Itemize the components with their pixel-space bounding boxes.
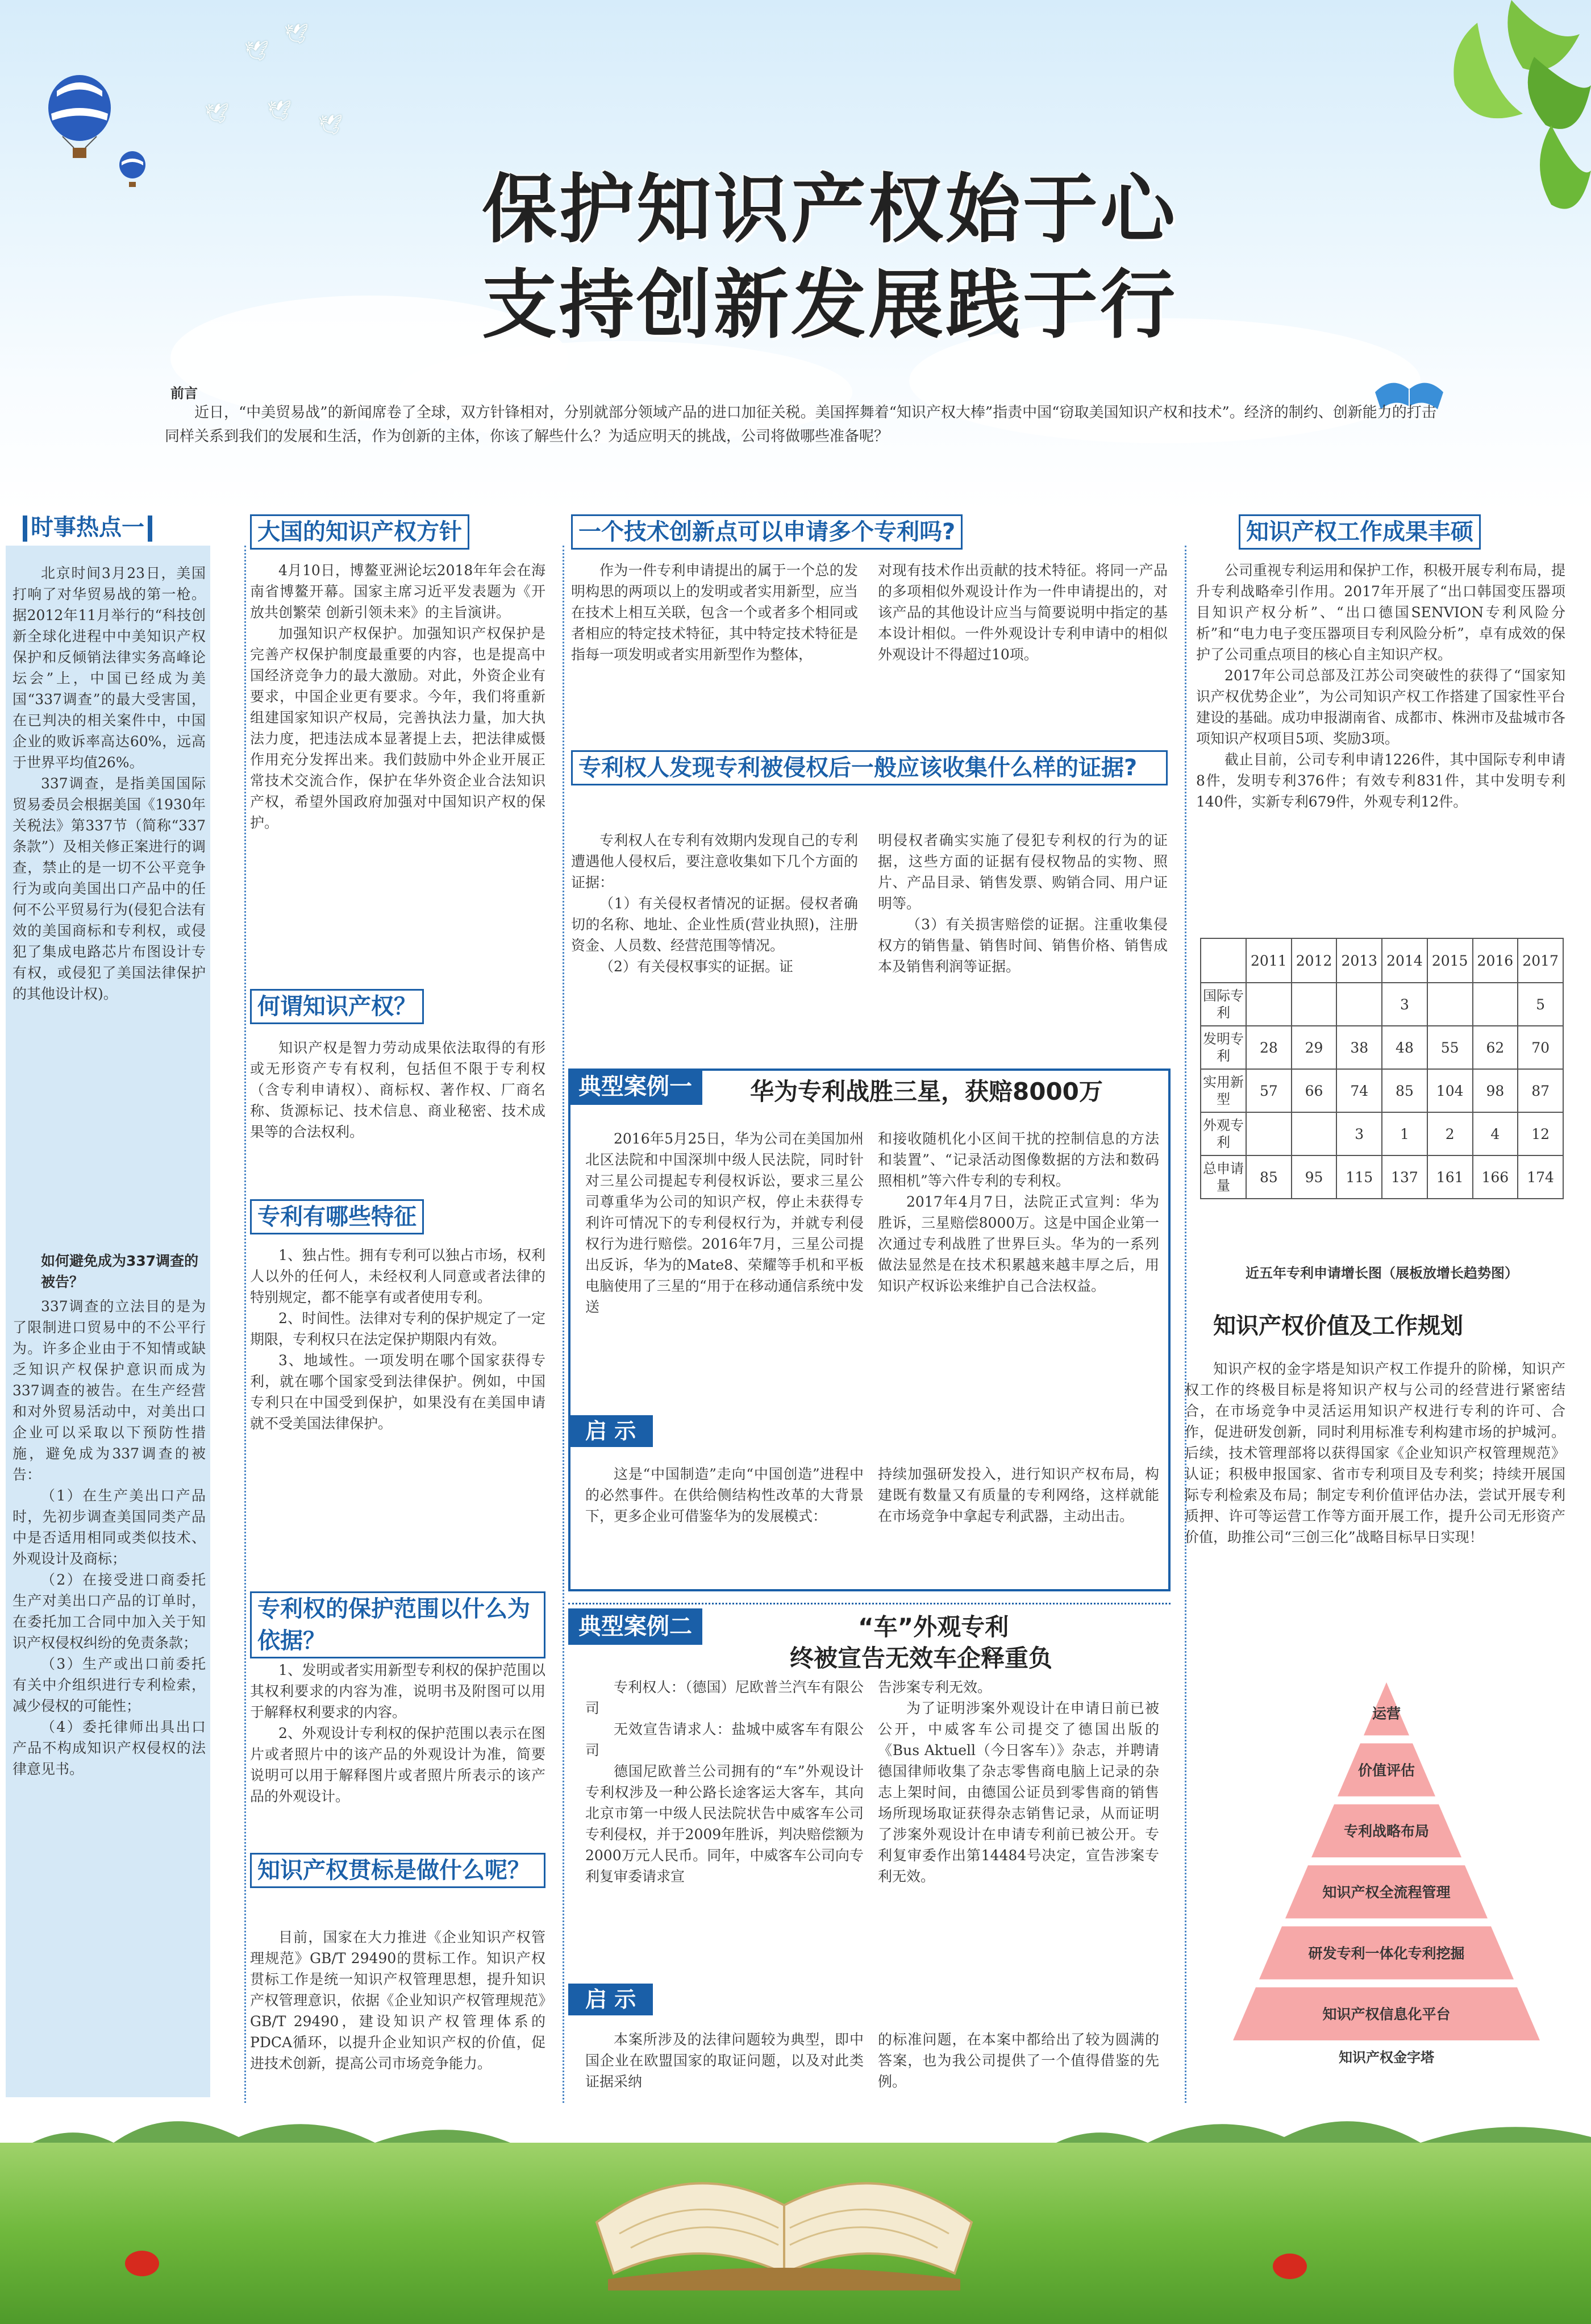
col3-heading-2: 专利权人发现专利被侵权后一般应该收集什么样的证据? <box>571 750 1168 785</box>
table-cell: 95 <box>1292 1155 1337 1199</box>
col4-text-2: 知识产权的金字塔是知识产权工作提升的阶梯，知识产权工作的终极目标是将知识产权与公司的经营进行紧密结合，在市场竞争中灵活运用知识产权进行专利的许可、合作，促进研发创新，同时利用标准专利构建市场的护城河。后续，技术管理部将以获得国家《企业知识产权管理规范》认证；积极申报国家、省市专利项目及专利奖；持续开展国际专利检索及布局；制定专利价值评估办法，尝试开展专利质押、许可等运营工作等方面开展工作，提升公司无形资产价值，助推公司“三创三化”战略目标早日实现！ <box>1185 1361 1565 1545</box>
case-1-text-right: 和接收随机化小区间干扰的控制信息的方法和装置”、“记录活动图像数据的方法和数码照相机”等六件专利的专利权。 2017年4月7日，法院正式宣判：华为胜诉，三星赔偿8000万。这是中国企业第一次通过专利战胜了世界巨头。华为的一系列做法显然是在技术积累越来越丰厚之后，用知识产权诉讼来维护自己合法权益。 <box>878 1130 1159 1294</box>
table-row <box>1201 1112 1563 1155</box>
table-row <box>1201 983 1563 1026</box>
table-cell: 12 <box>1518 1112 1563 1155</box>
year-header: 2013 <box>1336 938 1382 983</box>
table-cell <box>1246 1112 1292 1155</box>
col3-text-2-right: 明侵权者确实实施了侵犯专利权的行为的证据，这些方面的证据有侵权物品的实物、照片、产品目录、销售发票、购销合同、用户证明等。 （3）有关损害赔偿的证据。注重收集侵权方的销售量、销售时间、销售价格、销售成本及销售利润等证据。 <box>878 832 1168 975</box>
table-cell: 28 <box>1246 1026 1292 1069</box>
case-2-hint-right: 的标准问题，在本案中都给出了较为圆满的答案，也为我公司提供了一个值得借鉴的先例。 <box>878 2031 1159 2090</box>
pyramid-level-label: 研发专利一体化专利挖掘 <box>1308 1945 1465 1962</box>
col2-heading-2: 何谓知识产权？ <box>250 989 424 1024</box>
col4-heading-1: 知识产权工作成果丰硕 <box>1239 514 1481 550</box>
col1-subhead: 如何避免成为337调查的被告？ <box>41 1253 199 1290</box>
table-cell: 1 <box>1382 1112 1427 1155</box>
ladybug-icon <box>1273 2254 1307 2279</box>
ip-pyramid <box>1233 1682 1540 2040</box>
case-1-title: 华为专利战胜三星，获赔8000万 <box>750 1078 1103 1105</box>
table-cell: 98 <box>1473 1069 1518 1112</box>
table-cell: 5 <box>1518 983 1563 1026</box>
small-balloon-icon <box>118 151 147 190</box>
row-label: 总申请量 <box>1201 1155 1246 1199</box>
col3-text-1-left: 作为一件专利申请提出的属于一个总的发明构思的两项以上的发明或者实用新型，应当在技术上相互关联，包含一个或者多个相同或者相应的特定技术特征，其中特定技术特征是指每一项发明或者实用新型作为整体， <box>571 562 858 663</box>
title-line-2: 支持创新发展践于行 <box>482 261 1177 349</box>
col2-heading-4: 专利权的保护范围以什么为依据？ <box>250 1591 545 1658</box>
column-separator <box>563 546 564 2103</box>
bird-icon: 🕊 <box>284 23 309 45</box>
pyramid-level-label: 专利战略布局 <box>1343 1823 1430 1840</box>
table-cell: 70 <box>1518 1026 1563 1069</box>
table-cell: 85 <box>1246 1155 1292 1199</box>
col2-heading-3: 专利有哪些特征 <box>250 1199 424 1234</box>
case-1-hint-left: 这是“中国制造”走向“中国创造”进程中的必然事件。在供给侧结构性改革的大背景下，更多企业可借鉴华为的发展模式： <box>585 1466 864 1524</box>
year-header: 2015 <box>1427 938 1473 983</box>
case-1-hint-label: 启 示 <box>568 1415 653 1447</box>
case-2-text-right: 告涉案专利无效。 为了证明涉案外观设计在申请日前已被公开，中威客车公司提交了德国出版的《Bus Aktuell（今日客车）》杂志，并聘请德国律师收集了杂志零售商电脑上记录的杂志上架时间，由德国公证员到零售商的销售场所现场取证获得杂志销售记录，从而证明了涉案外观设计在申请专利前已被公开。专利复审委作出第14484号决定，宣告涉案专利无效。 <box>878 1679 1159 1885</box>
table-cell: 115 <box>1336 1155 1382 1199</box>
row-label: 实用新型 <box>1201 1069 1246 1112</box>
case-1-text-left: 2016年5月25日，华为公司在美国加州北区法院和中国深圳中级人民法院，同时针对三星公司提起专利侵权诉讼，要求三星公司尊重华为公司的知识产权，停止未获得专利许可情况下的专利侵权行为，并就专利侵权行为进行赔偿。2016年7月，三星公司提出反诉，华为的Mate8、荣耀等手机和平板电脑使用了三星的“用于在移动通信系统中发送 <box>585 1130 864 1315</box>
row-label: 外观专利 <box>1201 1112 1246 1155</box>
table-cell: 166 <box>1473 1155 1518 1199</box>
table-cell: 38 <box>1336 1026 1382 1069</box>
row-label: 国际专利 <box>1201 983 1246 1026</box>
table-row <box>1201 1026 1563 1069</box>
case-1-hint-right: 持续加强研发投入，进行知识产权布局，构建既有数量又有质量的专利网络，这样就能在市场竞争中拿起专利武器，主动出击。 <box>878 1466 1159 1524</box>
green-leaves-icon <box>1409 0 1591 227</box>
preface-label: 前言 <box>170 385 198 401</box>
case-1-label: 典型案例一 <box>568 1069 702 1105</box>
table-cell: 4 <box>1473 1112 1518 1155</box>
col1-text-2: 337调查的立法目的是为了限制进口贸易中的不公平行为。许多企业由于不知情或缺乏知识产权保护意识而成为337调查的被告。在生产经营和对外贸易活动中，对美出口企业可以采取以下预防性措施，避免成为337调查的被告： （1）在生产美出口产品时，先初步调查美国同类产品中是否适用相同或类似技术、外观设计及商标； （2）在接受进口商委托生产对美出口产品的订单时，在委托加工合同中加入关于知识产权侵权纠纷的免责条款； （3）生产或出口前委托有关中介组织进行专利检索，减少侵权的可能性； （4）委托律师出具出口产品不构成知识产权侵权的法律意见书。 <box>13 1298 206 1777</box>
pyramid-level-label: 价值评估 <box>1357 1762 1415 1779</box>
case-2-text-left: 专利权人：（德国）尼欧普兰汽车有限公司 无效宣告请求人：盐城中威客车有限公司 德国尼欧普兰公司拥有的“车”外观设计专利权涉及一种公路长途客运大客车，其向北京市第一中级人民法院状告中威客车公司专利侵权，并于2009年胜诉，判决赔偿额为2000万元人民币。同年，中威客车公司向专利复审委请求宣 <box>585 1679 864 1885</box>
table-cell: 104 <box>1427 1069 1473 1112</box>
table-cell: 55 <box>1427 1026 1473 1069</box>
table-cell <box>1473 983 1518 1026</box>
table-cell: 161 <box>1427 1155 1473 1199</box>
preface-text: 近日，“中美贸易战”的新闻席卷了全球，双方针锋相对，分别就部分领域产品的进口加征关税。美国挥舞着“知识产权大棒”指责中国“窃取美国知识产权和技术”。经济的制约、创新能力的打击同样关系到我们的发展和生活，作为创新的主体，你该了解些什么？为适应明天的挑战，公司将做哪些准备呢？ <box>165 404 1436 445</box>
col2-text-1: 4月10日，博鳌亚洲论坛2018年年会在海南省博鳌开幕。国家主席习近平发表题为《开放共创繁荣 创新引领未来》的主旨演讲。 加强知识产权保护。加强知识产权保护是完善产权保护制度最重要的内容，也是提高中国经济竞争力的最大激励。对此，外资企业有要求，中国企业更有要求。今年，我们将重新组建国家知识产权局，完善执法力量，加大执法力度，把违法成本显著提上去，把法律威慑作用充分发挥出来。我们鼓励中外企业开展正常技术交流合作，保护在华外资企业合法知识产权，希望外国政府加强对中国知识产权的保护。 <box>250 562 545 831</box>
column-separator <box>244 546 246 2103</box>
table-cell: 2 <box>1427 1112 1473 1155</box>
table-cell: 57 <box>1246 1069 1292 1112</box>
table-cell: 174 <box>1518 1155 1563 1199</box>
page-title <box>432 162 1227 353</box>
table-caption: 近五年专利申请增长图（展板放增长趋势图） <box>1246 1265 1518 1281</box>
table-cell: 62 <box>1473 1026 1518 1069</box>
table-cell: 87 <box>1518 1069 1563 1112</box>
table-cell: 3 <box>1382 983 1427 1026</box>
year-header: 2012 <box>1292 938 1337 983</box>
case-2-title-line-2: 终被宣告无效车企释重负 <box>790 1644 1053 1672</box>
hot-air-balloon-icon <box>45 74 114 165</box>
table-header-row <box>1201 938 1563 983</box>
pyramid-caption: 知识产权金字塔 <box>1339 2049 1434 2065</box>
year-header: 2011 <box>1246 938 1292 983</box>
col3-text-1-right: 对现有技术作出贡献的技术特征。将同一产品的多项相似外观设计作为一件申请提出的，对该产品的其他设计应当与简要说明中指定的基本设计相似。一件外观设计专利申请中的相似外观设计不得超过10项。 <box>878 562 1168 663</box>
table-cell: 48 <box>1382 1026 1427 1069</box>
col2-text-3: 1、独占性。拥有专利可以独占市场，权利人以外的任何人，未经权利人同意或者法律的特别规定，都不能享有或者使用专利。 2、时间性。法律对专利的保护规定了一定期限，专利权只在法定保护期限内有效。 3、地域性。一项发明在哪个国家获得专利，就在哪个国家受到法律保护。例如，中国专利只在中国受到保护，如果没有在美国申请就不受美国法律保护。 <box>250 1247 545 1432</box>
table-cell <box>1292 983 1337 1026</box>
bird-icon: 🕊 <box>318 114 343 136</box>
year-header: 2014 <box>1382 938 1427 983</box>
col1-heading: 时事热点一 <box>23 512 156 543</box>
bird-icon: 🕊 <box>244 40 269 63</box>
table-cell: 137 <box>1382 1155 1427 1199</box>
col4-heading-2: 知识产权价值及工作规划 <box>1213 1313 1463 1339</box>
year-header: 2017 <box>1518 938 1563 983</box>
pyramid-level-label: 知识产权全流程管理 <box>1322 1884 1451 1901</box>
column-separator <box>1185 546 1186 2103</box>
col3-text-2-left: 专利权人在专利有效期内发现自己的专利遭遇他人侵权后，要注意收集如下几个方面的证据： （1）有关侵权者情况的证据。侵权者确切的名称、地址、企业性质(营业执照)，注册资金、人员数、经营范围等情况。 （2）有关侵权事实的证据。证 <box>571 832 858 975</box>
case-2-title-line-1: “车”外观专利 <box>858 1613 1009 1641</box>
table-row <box>1201 1155 1563 1199</box>
ladybug-icon <box>125 2251 159 2276</box>
case-2-hint-left: 本案所涉及的法律问题较为典型，即中国企业在欧盟国家的取证问题，以及对此类证据采纳 <box>585 2031 864 2090</box>
case-2-hint-label: 启 示 <box>568 1984 653 2015</box>
col4-text-1: 公司重视专利运用和保护工作，积极开展专利布局，提升专利战略牵引作用。2017年开展了“出口韩国变压器项目知识产权分析”、“出口德国SENVION专利风险分析”和“电力电子变压器项目专利风险分析”，卓有成效的保护了公司重点项目的核心自主知识产权。 2017年公司总部及江苏公司突破性的获得了“国家知识产权优势企业”，为公司知识产权工作搭建了国家性平台建设的基础。成功申报湖南省、成都市、株洲市及盐城市各项知识产权项目5项、奖励3项。 截止目前，公司专利申请1226件，其中国际专利申请8件，发明专利376件；有效专利831件，其中发明专利140件，实新专利679件，外观专利12件。 <box>1196 562 1565 810</box>
col2-text-5: 目前，国家在大力推进《企业知识产权管理规范》GB/T 29490的贯标工作。知识产权贯标工作是统一知识产权管理思想，提升知识产权管理意识，依据《企业知识产权管理规范》GB/T 29490，建设知识产权管理体系的PDCA循环，以提升企业知识产权的价值，促进技术创新，提高公司市场竞争能力。 <box>250 1929 545 2072</box>
table-cell: 29 <box>1292 1026 1337 1069</box>
col1-text: 北京时间3月23日，美国打响了对华贸易战的第一枪。据2012年11月举行的“科技创新全球化进程中中美知识产权保护和反倾销法律实务高峰论坛会”上，中国已经成为美国“337调查”的最大受害国，在已判决的相关案件中，中国企业的败诉率高达60%，远高于世界平均值26%。 337调查，是指美国国际贸易委员会根据美国《1930年关税法》第337节（简称“337条款”）及相关修正案进行的调查，禁止的是一切不公平竞争行为或向美国出口产品中的任何不公平贸易行为(侵犯合法有效的美国商标和专利权，或侵犯了集成电路芯片布图设计专有权，或侵犯了美国法律保护的其他设计权)。 <box>13 565 206 1002</box>
case-2-label: 典型案例二 <box>568 1608 702 1645</box>
pyramid-level-label: 运营 <box>1372 1705 1401 1722</box>
row-label: 发明专利 <box>1201 1026 1246 1069</box>
col3-heading-1: 一个技术创新点可以申请多个专利吗? <box>571 514 963 550</box>
table-row <box>1201 1069 1563 1112</box>
table-cell: 3 <box>1336 1112 1382 1155</box>
open-book-illustration <box>585 2109 983 2296</box>
title-line-1: 保护知识产权始于心 <box>482 166 1177 253</box>
col2-text-4: 1、发明或者实用新型专利权的保护范围以其权利要求的内容为准，说明书及附图可以用于解释权利要求的内容。 2、外观设计专利权的保护范围以表示在图片或者照片中的该产品的外观设计为准，简要说明可以用于解释图片或者照片所表示的该产品的外观设计。 <box>250 1662 545 1805</box>
table-cell <box>1336 983 1382 1026</box>
year-header: 2016 <box>1473 938 1518 983</box>
table-cell <box>1246 983 1292 1026</box>
table-cell <box>1292 1112 1337 1155</box>
pyramid-level-label: 知识产权信息化平台 <box>1322 2006 1451 2023</box>
bird-icon: 🕊 <box>205 102 230 125</box>
col2-heading-1: 大国的知识产权方针 <box>250 514 469 550</box>
table-cell: 85 <box>1382 1069 1427 1112</box>
patent-stats-table <box>1200 938 1564 1199</box>
col2-heading-5: 知识产权贯标是做什么呢？ <box>250 1853 545 1888</box>
table-cell <box>1427 983 1473 1026</box>
table-cell: 66 <box>1292 1069 1337 1112</box>
table-cell: 74 <box>1336 1069 1382 1112</box>
col2-text-2: 知识产权是智力劳动成果依法取得的有形或无形资产专有权利，包括但不限于专利权（含专利申请权）、商标权、著作权、厂商名称、货源标记、技术信息、商业秘密、技术成果等的合法权利。 <box>250 1040 545 1140</box>
bird-icon: 🕊 <box>267 99 292 122</box>
